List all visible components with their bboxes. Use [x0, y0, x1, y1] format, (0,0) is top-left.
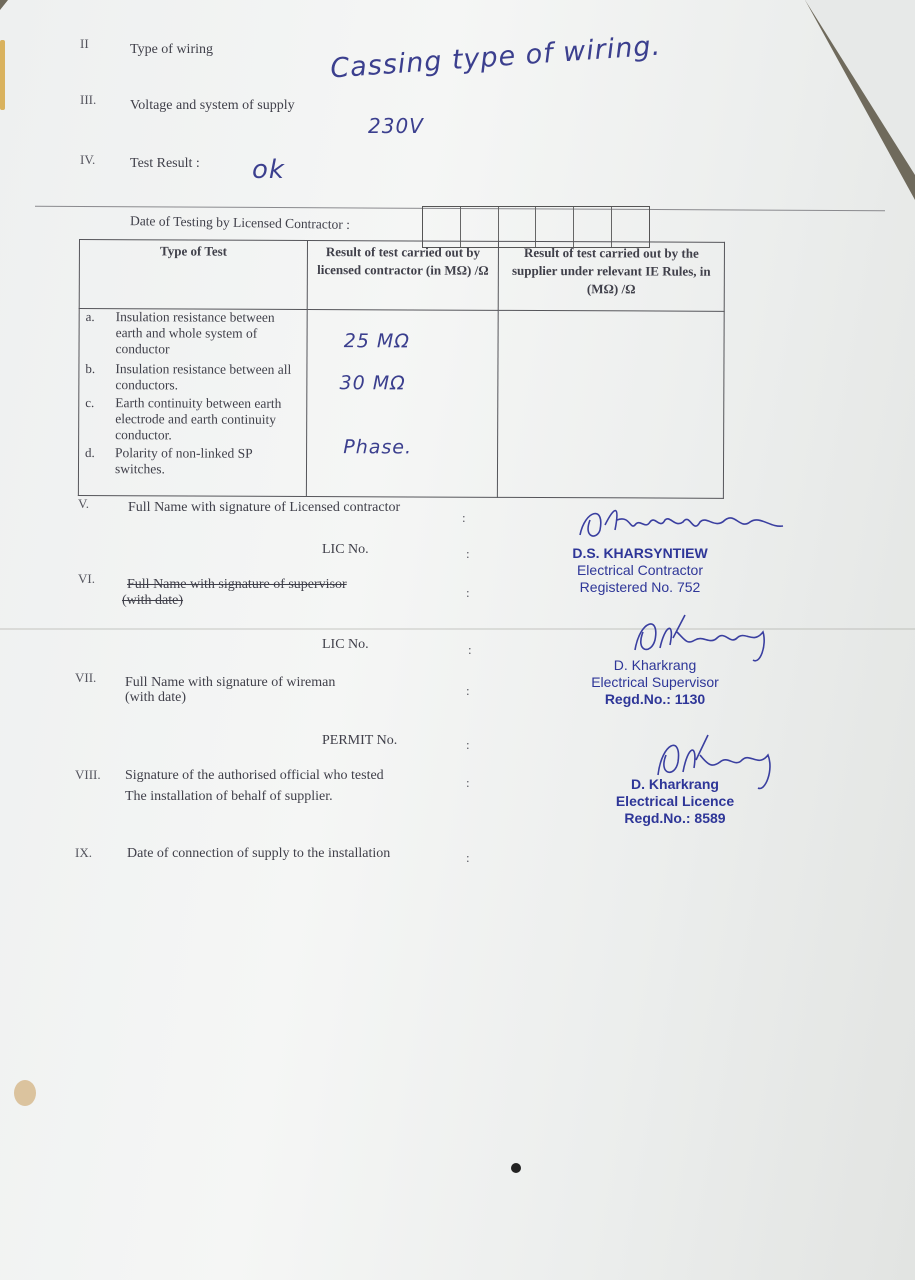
edge-mark [0, 40, 5, 110]
header-supplier-result: Result of test carried out by the supplier under relevant IE Rules, in (MΩ) /Ω [498, 241, 724, 311]
section-number: VI. [78, 571, 95, 586]
type-of-wiring-value: Cassing type of wiring. [329, 30, 663, 85]
stain [14, 1080, 36, 1106]
stamp-title: Electrical Licence [615, 793, 735, 809]
test-result-label: Test Result : [130, 156, 200, 171]
contractor-results-cell [307, 309, 498, 497]
contractor-stamp [550, 545, 730, 596]
result-b: 30 MΩ [339, 372, 406, 395]
stamp-name: D.S. KHARSYNTIEW [572, 545, 708, 561]
section-number: IX. [75, 845, 92, 860]
stamp-title: Electrical Contractor [576, 562, 704, 578]
colon: : [466, 737, 470, 752]
row-number: III. [80, 92, 97, 107]
stamp-reg: Regd.No.: 1130 [604, 691, 706, 707]
stamp-reg: Registered No. 752 [579, 579, 701, 595]
contractor-signature-label: Full Name with signature of Licensed contractor [128, 500, 401, 515]
supervisor-signature-label: Full Name with signature of supervisor [127, 577, 347, 592]
header-type-of-test: Type of Test [79, 240, 307, 310]
official-installation-label: The installation of behalf of supplier. [125, 789, 333, 804]
test-row-b: b. Insulation resistance between all conductors. [85, 361, 292, 393]
permit-no-label: PERMIT No. [322, 733, 398, 748]
header-contractor-result: Result of test carried out by licensed contractor (in MΩ) /Ω [307, 240, 498, 310]
colon: : [462, 510, 466, 525]
ink-dot [511, 1163, 521, 1173]
section-number: V. [78, 496, 89, 511]
stamp-reg: Regd.No.: 8589 [624, 810, 726, 826]
colon: : [466, 683, 470, 698]
licence-stamp [605, 776, 745, 827]
stamp-title: Electrical Supervisor [591, 674, 719, 690]
colon: : [466, 850, 470, 865]
section-number: VII. [75, 670, 97, 685]
supervisor-stamp [575, 657, 735, 708]
test-row-c: c. Earth continuity between earth electrode and earth continuity conductor. [85, 395, 282, 443]
type-of-wiring-label: Type of wiring [130, 42, 214, 57]
stamp-name: D. Kharkrang [613, 657, 697, 673]
date-of-testing-label: Date of Testing by Licensed Contractor : [129, 213, 351, 232]
connection-date-label: Date of connection of supply to the installation [127, 846, 391, 861]
test-results-table [78, 239, 725, 499]
official-signature-label: Signature of the authorised official who tested [125, 768, 384, 783]
test-result-value: ok [252, 155, 285, 185]
row-number: IV. [80, 152, 96, 167]
colon: : [466, 546, 470, 561]
voltage-label: Voltage and system of supply [130, 98, 295, 113]
test-row-d: d. Polarity of non-linked SP switches. [85, 445, 253, 477]
test-row-a: a. Insulation resistance between earth and whole system of conductor [85, 309, 275, 357]
colon: : [466, 775, 470, 790]
fold-line [0, 628, 915, 630]
colon: : [468, 642, 472, 657]
lic-no-label: LIC No. [322, 637, 369, 652]
row-number: II [80, 36, 89, 51]
wireman-signature-label: Full Name with signature of wireman [125, 675, 336, 690]
voltage-value: 230V [368, 114, 424, 138]
supervisor-date-label: (with date) [122, 593, 184, 608]
section-number: VIII. [75, 767, 101, 782]
stamp-name: D. Kharkrang [631, 776, 719, 792]
contractor-signature [575, 500, 790, 550]
lic-no-label: LIC No. [322, 542, 369, 557]
supplier-results-cell [497, 310, 724, 498]
wireman-date-label: (with date) [125, 690, 187, 705]
result-a: 25 MΩ [343, 330, 410, 353]
result-d: Phase. [343, 436, 413, 459]
colon: : [466, 585, 470, 600]
